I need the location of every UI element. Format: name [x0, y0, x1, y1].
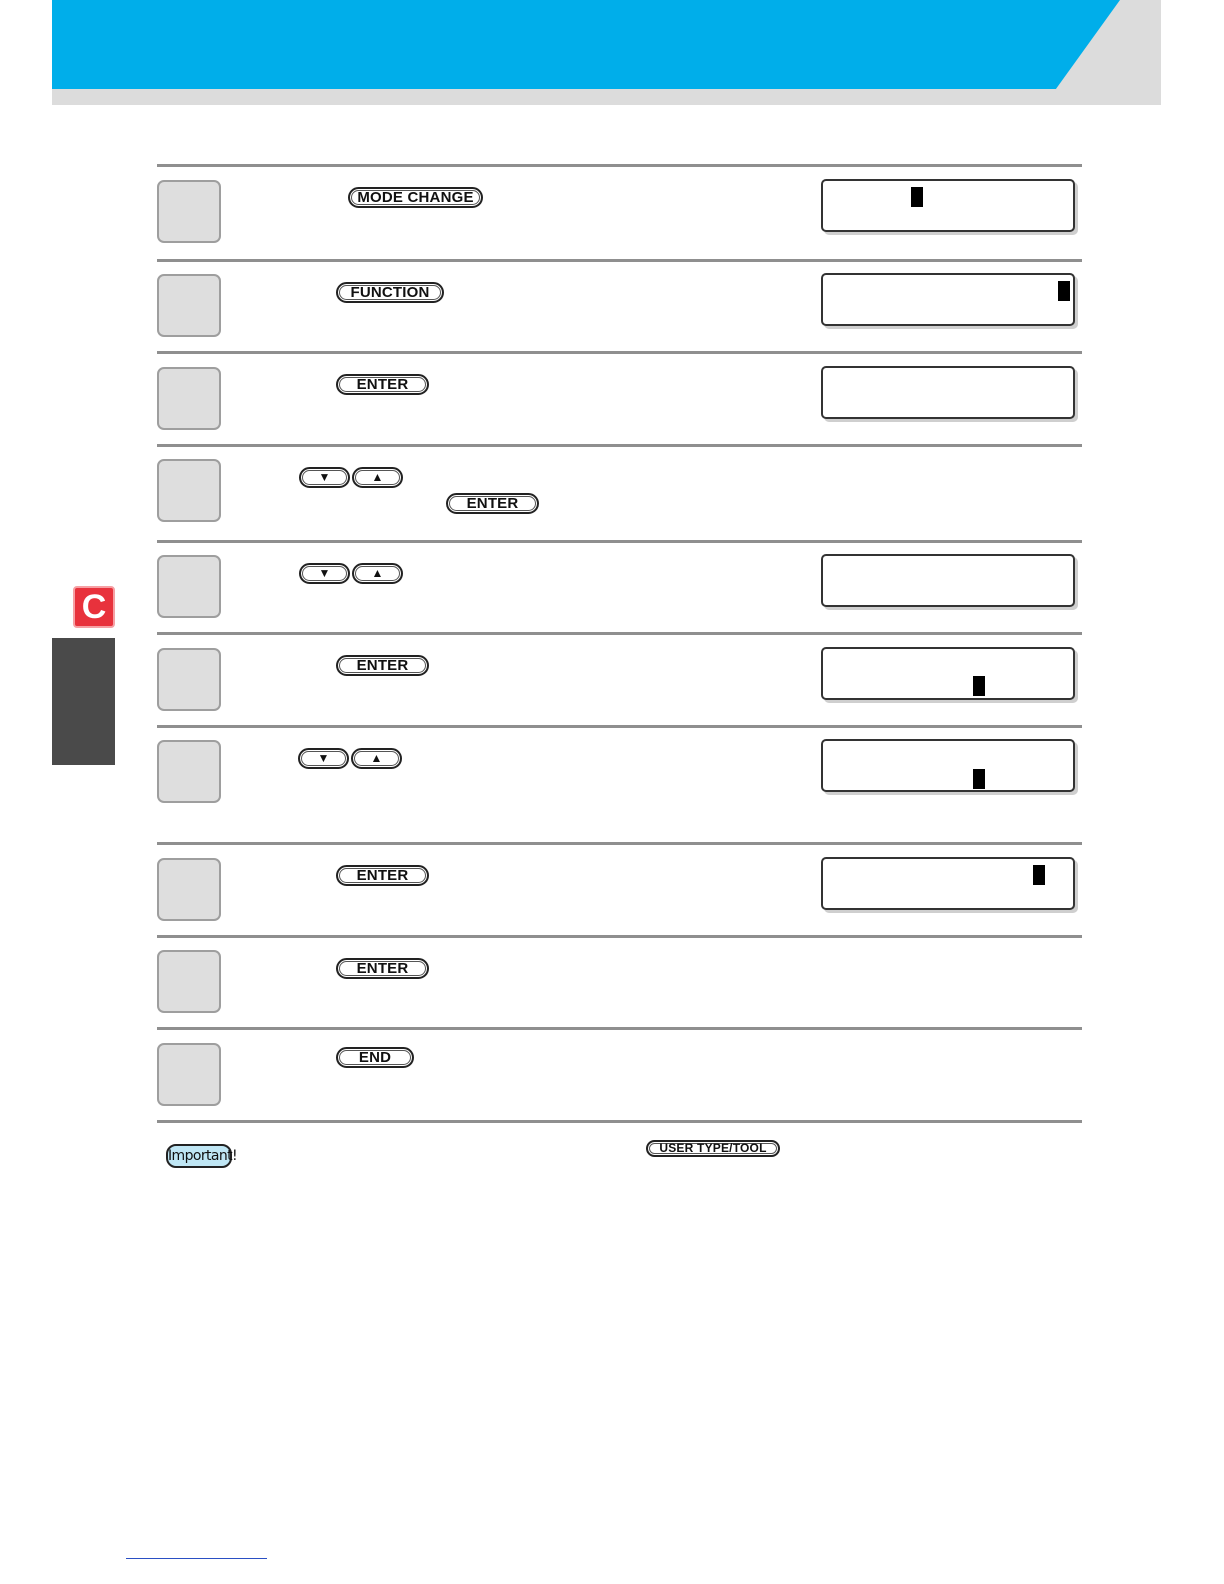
lcd-cursor	[973, 676, 985, 696]
step-divider	[157, 540, 1082, 543]
step-number-box	[157, 367, 221, 430]
step-divider	[157, 1120, 1082, 1123]
header-band	[52, 0, 1120, 89]
step-number-box	[157, 1043, 221, 1106]
step-divider	[157, 259, 1082, 262]
lcd-cursor	[911, 187, 923, 207]
mode-change-key[interactable]: MODE CHANGE	[348, 187, 483, 208]
lcd-display	[821, 179, 1075, 232]
footer-link-underline	[126, 1558, 267, 1559]
step-divider	[157, 444, 1082, 447]
function-key[interactable]: FUNCTION	[336, 282, 444, 303]
lcd-display	[821, 554, 1075, 607]
enter-key[interactable]: ENTER	[336, 374, 429, 395]
step-number-box	[157, 740, 221, 803]
enter-key[interactable]: ENTER	[336, 865, 429, 886]
lcd-cursor	[973, 769, 985, 789]
lcd-display	[821, 647, 1075, 700]
step-divider	[157, 632, 1082, 635]
step-divider	[157, 725, 1082, 728]
step-divider	[157, 351, 1082, 354]
enter-key[interactable]: ENTER	[336, 655, 429, 676]
down-arrow-key[interactable]: ▼	[298, 748, 349, 769]
user-type-tool-key[interactable]: USER TYPE/TOOL	[646, 1140, 780, 1157]
down-arrow-key[interactable]: ▼	[299, 467, 350, 488]
step-number-box	[157, 950, 221, 1013]
up-arrow-key[interactable]: ▲	[352, 563, 403, 584]
lcd-display	[821, 273, 1075, 326]
down-arrow-key[interactable]: ▼	[299, 563, 350, 584]
up-arrow-key[interactable]: ▲	[352, 467, 403, 488]
end-key[interactable]: END	[336, 1047, 414, 1068]
step-number-box	[157, 274, 221, 337]
step-divider	[157, 842, 1082, 845]
lcd-cursor	[1033, 865, 1045, 885]
lcd-display	[821, 366, 1075, 419]
step-number-box	[157, 648, 221, 711]
lcd-display	[821, 857, 1075, 910]
step-divider	[157, 164, 1082, 167]
step-number-box	[157, 180, 221, 243]
enter-key[interactable]: ENTER	[336, 958, 429, 979]
important-badge: Important!	[166, 1144, 232, 1168]
section-badge: C	[73, 586, 115, 628]
lcd-cursor	[1058, 281, 1070, 301]
step-number-box	[157, 459, 221, 522]
step-divider	[157, 1027, 1082, 1030]
step-divider	[157, 935, 1082, 938]
chapter-side-tab	[52, 638, 115, 765]
step-number-box	[157, 555, 221, 618]
enter-key[interactable]: ENTER	[446, 493, 539, 514]
lcd-display	[821, 739, 1075, 792]
up-arrow-key[interactable]: ▲	[351, 748, 402, 769]
step-number-box	[157, 858, 221, 921]
